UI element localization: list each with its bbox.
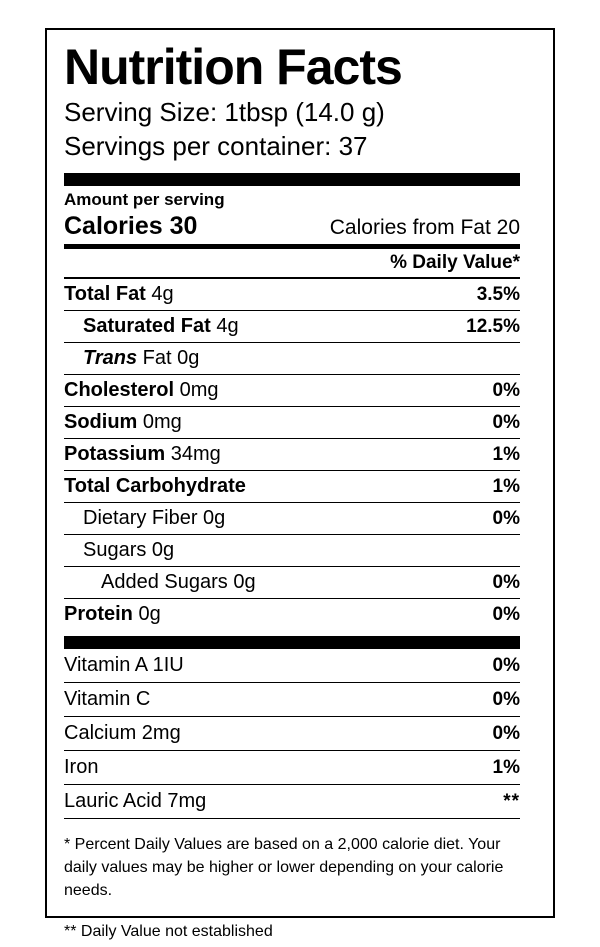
nutrient-name: Sugars [83, 538, 147, 561]
calories-from-fat-label: Calories from Fat 20 [329, 215, 520, 239]
nutrient-name: Potassium [64, 442, 166, 465]
serving-size-text: Serving Size: 1tbsp (14.0 g) [64, 97, 385, 127]
nutrient-row-saturated-fat: Saturated Fat 4g 12.5% [83, 314, 520, 337]
nutrient-dv: 0% [492, 379, 520, 401]
nutrient-row-trans-fat: Trans Fat 0g [83, 346, 200, 369]
vitamin-row-vitamin-c [64, 683, 520, 716]
page-title: Nutrition Facts [64, 39, 402, 95]
nutrient-dv: 1% [492, 475, 520, 497]
amount-per-serving-label: Amount per serving [64, 189, 225, 209]
nutrition-facts-panel [45, 28, 555, 941]
nutrient-row-protein: Protein 0g 0% [64, 602, 520, 625]
servings-per-container-text: Servings per container: 37 [64, 130, 368, 161]
nutrient-name: Dietary Fiber [83, 506, 198, 529]
nutrient-name: Protein [64, 602, 133, 625]
nutrient-row-potassium: Potassium 34mg 1% [64, 442, 520, 465]
vitamin-dv: 0% [492, 722, 520, 744]
footnote-not-established: ** Daily Value not established [64, 923, 273, 941]
vitamin-name: Lauric Acid 7mg [64, 789, 207, 812]
vitamin-row-lauric-acid [64, 785, 520, 818]
nutrient-row-cholesterol: Cholesterol 0mg 0% [64, 378, 520, 401]
nutrient-row-total-carbohydrate [64, 471, 520, 502]
nutrient-name: Total Carbohydrate [64, 474, 246, 497]
nutrient-name: Trans [83, 346, 138, 369]
vitamin-row-iron [64, 751, 520, 784]
vitamin-name: Iron [64, 755, 99, 778]
divider-thick-bottom [64, 636, 520, 649]
vitamin-dv: 1% [492, 756, 520, 778]
nutrient-name: Saturated Fat [83, 314, 211, 337]
divider-thick-top [64, 173, 520, 186]
nutrient-dv: 1% [492, 443, 520, 465]
nutrient-dv: 0% [492, 603, 520, 625]
footnote-daily-value: * Percent Daily Values are based on a 2,000 calorie diet. Your daily values may be higher or lower depending on your calorie needs. [64, 835, 504, 899]
nutrient-dv: 3.5% [476, 283, 520, 305]
vitamin-name: Vitamin C [64, 687, 151, 710]
vitamin-row-calcium [64, 717, 520, 750]
nutrient-name: Cholesterol [64, 378, 175, 401]
vitamin-name: Calcium 2mg [64, 721, 181, 744]
nutrient-row-added-sugars: Added Sugars 0g 0% [101, 570, 520, 593]
nutrient-row-sugars: Sugars 0g [83, 538, 175, 561]
daily-value-header: % Daily Value* [390, 251, 520, 273]
vitamin-row-vitamin-a [64, 649, 520, 682]
nutrient-dv: 12.5% [466, 315, 520, 337]
nutrient-row-total-fat: Total Fat 4g 3.5% [64, 282, 520, 305]
nutrient-name: Added Sugars [101, 570, 228, 593]
vitamin-dv: ** [503, 790, 520, 812]
nutrient-dv: 0% [492, 571, 520, 593]
vitamin-dv: 0% [492, 654, 520, 676]
nutrient-dv: 0% [492, 507, 520, 529]
nutrient-row-dietary-fiber: Dietary Fiber 0g 0% [83, 506, 520, 529]
nutrient-name: Total Fat [64, 282, 146, 305]
vitamin-dv: 0% [492, 688, 520, 710]
nutrient-name: Sodium [64, 410, 138, 433]
calories-row [64, 212, 520, 244]
vitamin-name: Vitamin A 1IU [64, 653, 184, 676]
nutrient-dv: 0% [492, 411, 520, 433]
nutrient-row-sodium: Sodium 0mg 0% [64, 410, 520, 433]
calories-label: Calories 30 [64, 211, 198, 240]
label-content [64, 40, 520, 943]
